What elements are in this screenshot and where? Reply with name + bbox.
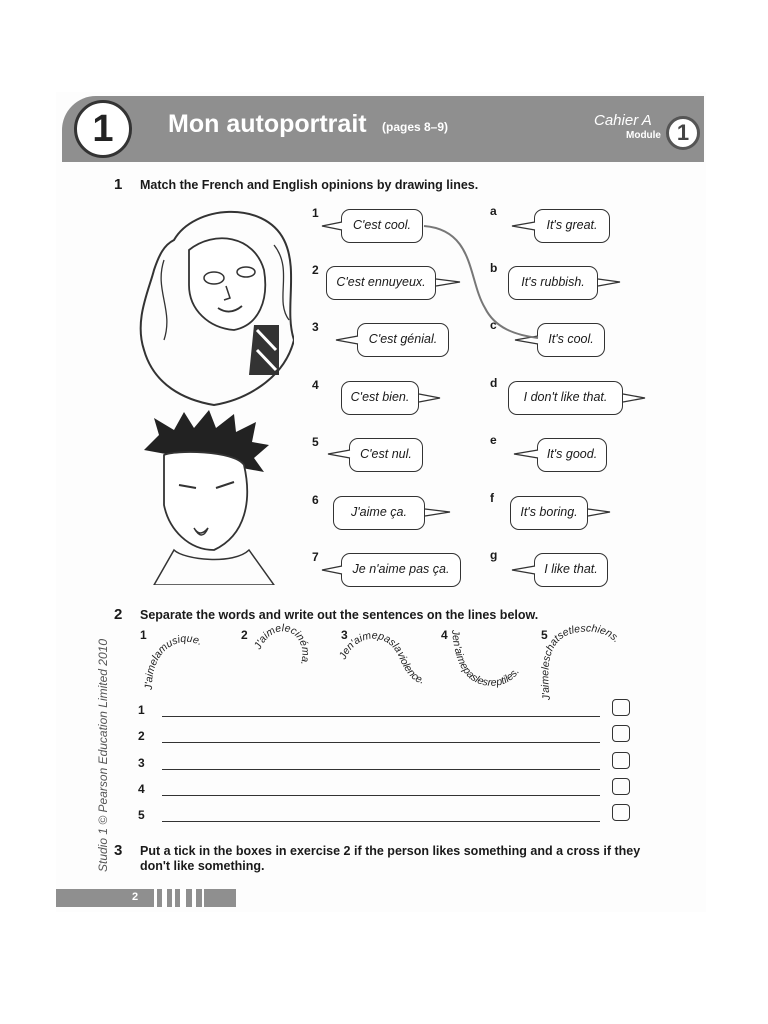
copyright-notice: Studio 1 © Pearson Education Limited 2010	[96, 639, 110, 872]
answer-line-number-4: 4	[138, 782, 145, 796]
page-title: Mon autoportrait	[168, 110, 367, 138]
english-label-d: d	[490, 376, 498, 390]
french-bubble-1[interactable]: C'est cool.	[341, 209, 423, 243]
french-bubble-3[interactable]: C'est génial.	[357, 323, 449, 357]
english-label-e: e	[490, 433, 497, 447]
french-label-2: 2	[312, 263, 319, 277]
boy-illustration	[134, 410, 284, 585]
exercise-3-number: 3	[114, 842, 123, 859]
snake-number-2: 2	[241, 628, 248, 642]
exercise-3-instruction-line-2: don't like something.	[140, 859, 265, 873]
exercise-2-instruction: Separate the words and write out the sentences on the lines below.	[140, 608, 539, 622]
bubble-tails-and-match-line	[300, 200, 660, 590]
english-bubble-a[interactable]: It's great.	[534, 209, 610, 243]
answer-line-1[interactable]	[162, 716, 600, 717]
english-bubble-d[interactable]: I don't like that.	[508, 381, 623, 415]
answer-line-3[interactable]	[162, 769, 600, 770]
module-number-badge: 1	[666, 116, 700, 150]
french-label-1: 1	[312, 206, 319, 220]
french-label-3: 3	[312, 320, 319, 334]
french-bubble-2[interactable]: C'est ennuyeux.	[326, 266, 436, 300]
english-label-b: b	[490, 261, 498, 275]
answer-line-4[interactable]	[162, 795, 600, 796]
snake-text-4: Jen'aimepaslesreptiles.	[449, 629, 522, 689]
english-label-a: a	[490, 204, 497, 218]
snake-number-4: 4	[441, 628, 448, 642]
exercise-3-instruction-line-1: Put a tick in the boxes in exercise 2 if the person likes something and a cross if they	[140, 844, 641, 858]
answer-line-number-2: 2	[138, 729, 145, 743]
tick-box-1[interactable]	[612, 699, 630, 716]
english-label-f: f	[490, 491, 494, 505]
answer-line-number-1: 1	[138, 703, 145, 717]
english-bubble-f[interactable]: It's boring.	[510, 496, 588, 530]
exercise-1-instruction: Match the French and English opinions by drawing lines.	[140, 178, 479, 192]
tick-box-4[interactable]	[612, 778, 630, 795]
french-label-4: 4	[312, 378, 319, 392]
answer-line-2[interactable]	[162, 742, 600, 743]
snake-text-3: Jen'aimepaslaviolence.	[336, 629, 425, 687]
tick-box-2[interactable]	[612, 725, 630, 742]
english-bubble-g[interactable]: I like that.	[534, 553, 608, 587]
girl-illustration	[134, 200, 294, 410]
cahier-label: Cahier A	[594, 112, 652, 129]
answer-line-5[interactable]	[162, 821, 600, 822]
snake-text-5: J'aimeleschatsetleschiens.	[539, 622, 623, 701]
page-number: 2	[132, 891, 139, 903]
answer-line-number-3: 3	[138, 756, 145, 770]
module-label: Module	[626, 130, 661, 141]
word-snakes	[140, 620, 640, 710]
snake-text-2: J'aimelecinéma.	[251, 622, 312, 667]
tick-box-3[interactable]	[612, 752, 630, 769]
unit-number-badge: 1	[74, 100, 132, 158]
french-label-7: 7	[312, 550, 319, 564]
page-reference: (pages 8–9)	[382, 120, 449, 134]
english-label-g: g	[490, 548, 498, 562]
french-bubble-5[interactable]: C'est nul.	[349, 438, 423, 472]
french-label-5: 5	[312, 435, 319, 449]
french-label-6: 6	[312, 493, 319, 507]
exercise-2-number: 2	[114, 606, 123, 623]
snake-number-5: 5	[541, 628, 548, 642]
tick-box-5[interactable]	[612, 804, 630, 821]
english-bubble-b[interactable]: It's rubbish.	[508, 266, 598, 300]
french-bubble-4[interactable]: C'est bien.	[341, 381, 419, 415]
french-bubble-7[interactable]: Je n'aime pas ça.	[341, 553, 461, 587]
english-label-c: c	[490, 318, 497, 332]
answer-line-number-5: 5	[138, 808, 145, 822]
english-bubble-e[interactable]: It's good.	[537, 438, 607, 472]
english-bubble-c[interactable]: It's cool.	[537, 323, 605, 357]
footer-stripes	[150, 889, 240, 907]
snake-number-1: 1	[140, 628, 147, 642]
snake-text-1: J'aimelamusique.	[142, 632, 205, 690]
snake-number-3: 3	[341, 628, 348, 642]
french-bubble-6[interactable]: J'aime ça.	[333, 496, 425, 530]
exercise-1-number: 1	[114, 176, 123, 193]
